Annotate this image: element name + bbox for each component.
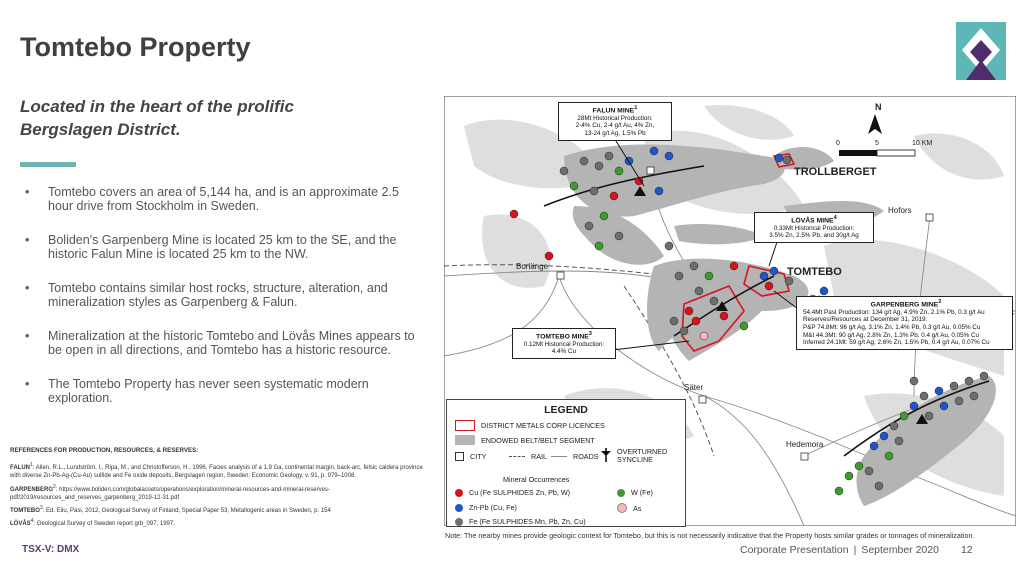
legend-roads: ROADS bbox=[551, 452, 599, 461]
legend-as: As bbox=[617, 503, 641, 513]
rail-line-icon bbox=[509, 456, 525, 457]
company-logo bbox=[956, 22, 1006, 80]
reference-falun: FALUN$^1$: Allen, R.L., Lundström, I., Ripa, M., and Christofferson, H., 1996, Facies analysis of a 1.9 Ga, continental margin, back-arc, felsic caldera province with diverse Zn-Pb-Ag-(Cu-Au) sulfide and Fe oxide deposits, Bergslagen region, Sweden: Economic Geology, v. 91, p. 979–1008. bbox=[10, 462, 423, 480]
footer bbox=[740, 544, 973, 556]
legend-occurrences-heading: Mineral Occurrences bbox=[503, 475, 570, 484]
place-sater: Säter bbox=[684, 383, 704, 392]
bullet-item: • Tomtebo contains similar host rocks, structure, alteration, and mineralization styles as Garpenberg & Falun. bbox=[22, 282, 417, 309]
syncline-icon bbox=[599, 448, 613, 462]
legend-city: CITY bbox=[455, 452, 486, 461]
bullet-item: • Tomtebo covers an area of 5,144 ha, and is an approximate 2.5 hour drive from Stockholm in Sweden. bbox=[22, 186, 417, 213]
legend-znpb: Zn-Pb (Cu, Fe) bbox=[455, 503, 517, 512]
reference-garpenberg: GARPENBERG$^2$: https://www.boliden.com/globalassets/operations/exploration/mineral-resources-and-mineral-reserves-pdf/2019/resources_and_reserves_garpenberg_2019-12-31.pdf bbox=[10, 483, 330, 501]
licence-swatch bbox=[455, 420, 475, 431]
legend-syncline: OVERTURNED SYNCLINE bbox=[599, 448, 683, 464]
scale-five: 5 bbox=[875, 140, 879, 147]
place-hedemora: Hedemora bbox=[786, 440, 824, 449]
legend-w: W (Fe) bbox=[617, 488, 653, 497]
callout-garpenberg-mine: GARPENBERG MINE$^2$ 54.4Mt Past Production: 134 g/t Ag, 4.9% Zn, 2.1% Pb, 0.3 g/t Au Reserves/Resources at December 31, 2019: P&P 74.8Mt: 96 g/t Ag, 3.1% Zn, 1.4% Pb, 0.3 g/t Au, 0.05% Cu M&I 44.3Mt: 90 g/t Ag, 2.8% Zn, 1.3% Pb, 0.4 g/t Au, 0.05% Cu Inferred 24.1Mt: 59 g/t Ag, 2.6% Zn, 1.5% Pb, 0.4 g/t Au, 0.07% Cu bbox=[796, 296, 1013, 350]
page-title: Tomtebo Property bbox=[20, 32, 251, 62]
ticker-symbol: TSX-V: DMX bbox=[22, 544, 80, 555]
legend-rail: RAIL bbox=[509, 452, 547, 461]
accent-divider bbox=[20, 162, 76, 167]
footer-text: Corporate Presentation bbox=[740, 544, 849, 556]
bullet-item: • Mineralization at the historic Tomtebo and Lövås Mines appears to be open in all directions, and Tomtebo has a historic resource. bbox=[22, 330, 417, 357]
page-number: 12 bbox=[960, 544, 973, 556]
reference-tomtebo: TOMTEBO$^3$: Ed. Eilu, Pasi, 2012, Geological Survey of Finland, Special Paper 53, Metallogenic areas in Sweden, p. 154 bbox=[10, 505, 331, 515]
legend-cu: Cu (Fe SULPHIDES Zn, Pb, W) bbox=[455, 488, 570, 497]
place-borlange: Borlänge bbox=[516, 262, 549, 271]
scale-zero: 0 bbox=[836, 140, 840, 147]
references-heading: REFERENCES FOR PRODUCTION, RESOURCES, & RESERVES: bbox=[10, 447, 199, 454]
legend-fe: Fe (Fe SULPHIDES Mn, Pb, Zn, Cu) bbox=[455, 517, 586, 526]
cu-dot-icon bbox=[455, 489, 463, 497]
references bbox=[10, 447, 430, 530]
as-dot-icon bbox=[617, 503, 627, 513]
legend-licences: DISTRICT METALS CORP LICENCES bbox=[455, 420, 605, 431]
reference-lovas: LÖVÅS$^4$: Geological Survey of Sweden report grb_097, 1997. bbox=[10, 518, 175, 528]
footer-divider: | bbox=[853, 544, 857, 556]
belt-swatch bbox=[455, 435, 475, 445]
place-trollberget: TROLLBERGET bbox=[794, 166, 877, 178]
bullet-list bbox=[22, 186, 417, 426]
callout-falun-mine: FALUN MINE$^1$ 28Mt Historical Production: 2-4% Cu, 2-4 g/t Au, 4% Zn, 13-24 g/t Ag, 1.5% Pb bbox=[558, 102, 672, 141]
subtitle: Located in the heart of the prolific Bergslagen District. bbox=[20, 97, 294, 139]
north-label: N bbox=[875, 102, 882, 112]
callout-lovas-mine: LÖVÅS MINE$^4$ 0.33Mt Historical Production: 3.5% Zn, 2.5% Pb, and 30g/t Ag bbox=[754, 212, 874, 243]
footer-date: September 2020 bbox=[861, 544, 939, 556]
place-hofors: Hofors bbox=[888, 206, 912, 215]
legend-title: LEGEND bbox=[544, 404, 588, 416]
legend-belt: ENDOWED BELT/BELT SEGMENT bbox=[455, 435, 595, 445]
w-dot-icon bbox=[617, 489, 625, 497]
scale-ten: 10 KM bbox=[912, 140, 933, 147]
bullet-item: • The Tomtebo Property has never seen systematic modern exploration. bbox=[22, 378, 417, 405]
callout-tomtebo-mine: TOMTEBO MINE$^3$ 0.12Mt Historical Production: 4.4% Cu bbox=[512, 328, 616, 359]
road-line-icon bbox=[551, 456, 567, 457]
place-tomtebo: TOMTEBO bbox=[787, 266, 842, 278]
bullet-item: • Boliden's Garpenberg Mine is located 25 km to the SE, and the historic Falun Mine is located 25 km to the NW. bbox=[22, 234, 417, 261]
fe-dot-icon bbox=[455, 518, 463, 526]
map-legend bbox=[446, 399, 686, 527]
city-square-icon bbox=[455, 452, 464, 461]
disclaimer-note: Note: The nearby mines provide geologic context for Tomtebo, but this is not necessarily indicative that the Property hosts similar grades or tonnages of mineralization. bbox=[445, 531, 975, 540]
znpb-dot-icon bbox=[455, 504, 463, 512]
